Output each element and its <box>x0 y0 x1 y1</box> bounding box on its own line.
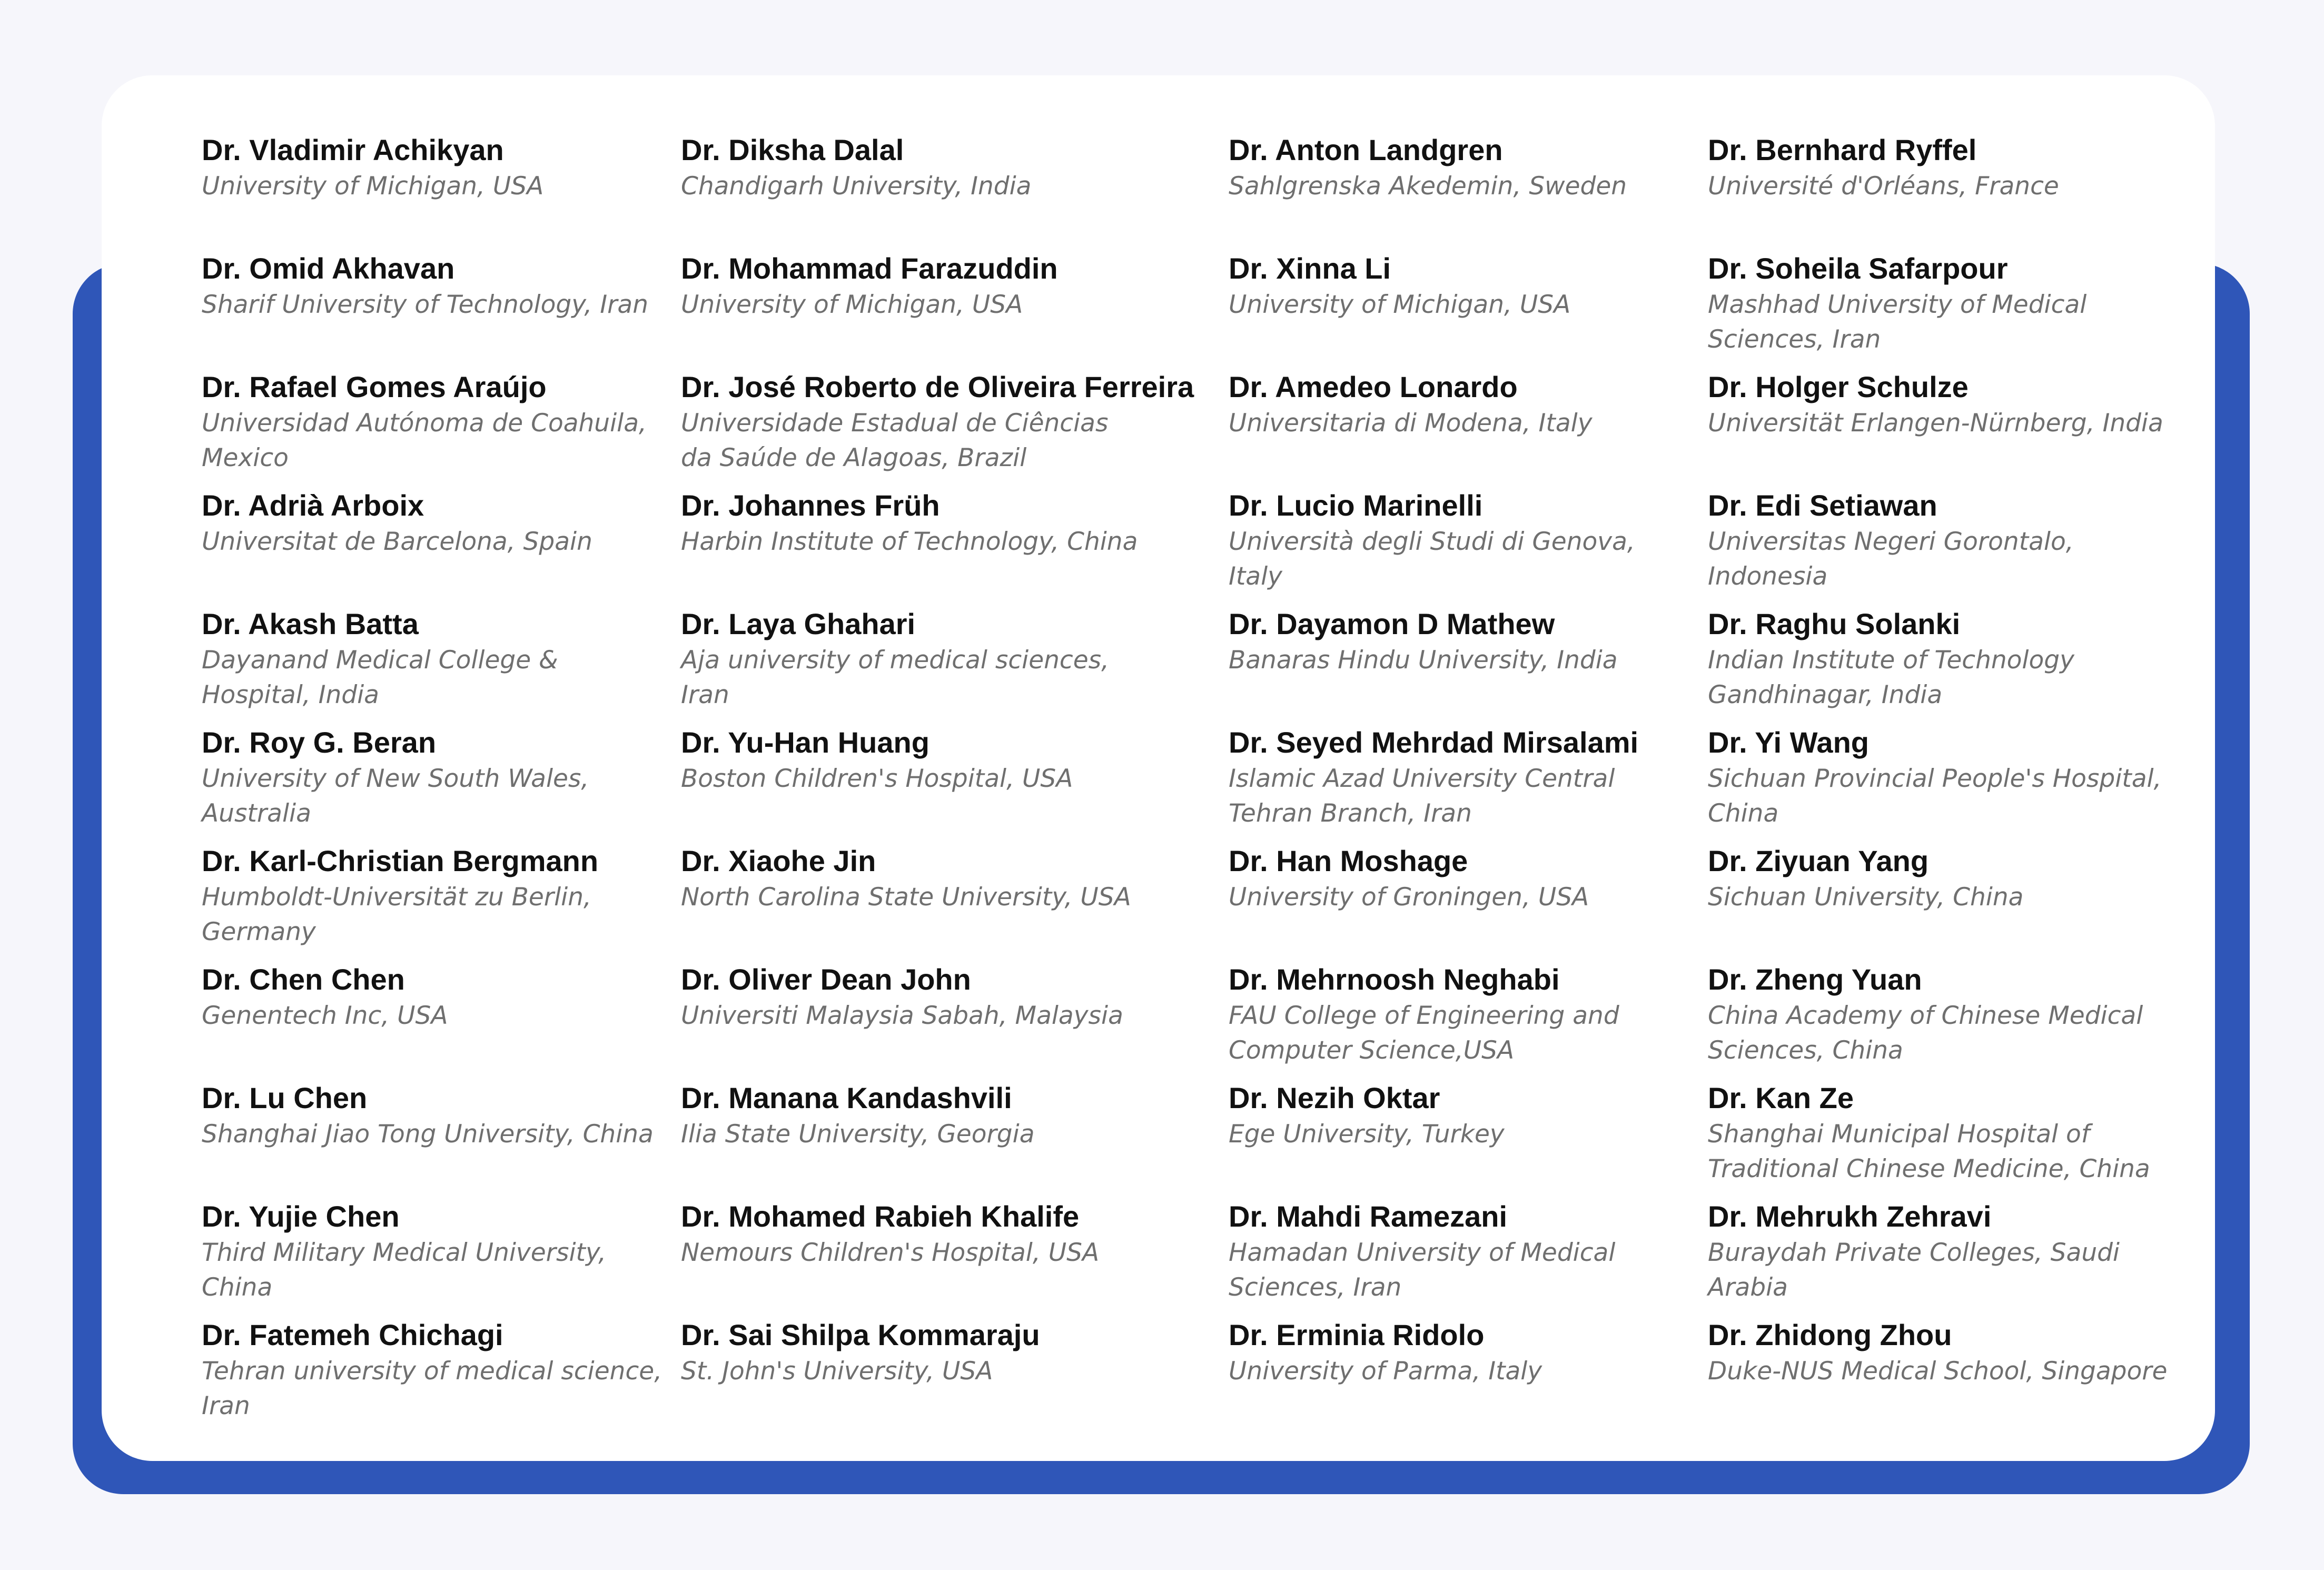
member-affiliation: Università degli Studi di Genova, Italy <box>1229 527 1635 591</box>
member-name: Dr. Mehrukh Zehravi <box>1708 1200 1992 1233</box>
member-affiliation: Universitaria di Modena, Italy <box>1229 409 1593 438</box>
member-name: Dr. Anton Landgren <box>1229 133 1503 166</box>
board-member-entry <box>1229 369 1692 441</box>
board-member-entry <box>202 725 665 831</box>
member-affiliation: Ilia State University, Georgia <box>681 1120 1035 1149</box>
board-member-entry <box>202 962 665 1033</box>
board-member-entry <box>681 488 1144 559</box>
member-name: Dr. Oliver Dean John <box>681 963 971 996</box>
member-affiliation: Dayanand Medical College & Hospital, India <box>202 646 558 709</box>
board-member-entry <box>1708 843 2171 915</box>
member-affiliation: Indian Institute of Technology Gandhinagar, India <box>1708 646 2074 709</box>
member-affiliation: Universitas Negeri Gorontalo, Indonesia <box>1708 527 2074 591</box>
member-name: Dr. Kan Ze <box>1708 1081 1854 1114</box>
board-member-entry <box>681 725 1144 796</box>
board-member-entry <box>1229 1317 1692 1389</box>
member-name: Dr. Rafael Gomes Araújo <box>202 370 547 403</box>
member-affiliation: University of New South Wales, Australia <box>202 764 589 828</box>
member-affiliation: Universiti Malaysia Sabah, Malaysia <box>681 1001 1123 1030</box>
member-name: Dr. Lu Chen <box>202 1081 368 1114</box>
member-name: Dr. Laya Ghahari <box>681 607 916 640</box>
board-member-entry <box>1708 962 2171 1068</box>
member-name: Dr. Zhidong Zhou <box>1708 1318 1952 1351</box>
member-affiliation: Humboldt-Universität zu Berlin, Germany <box>202 883 591 946</box>
member-affiliation: St. John's University, USA <box>681 1357 993 1386</box>
member-affiliation: Nemours Children's Hospital, USA <box>681 1238 1100 1267</box>
member-affiliation: Boston Children's Hospital, USA <box>681 764 1073 793</box>
board-member-entry <box>1229 606 1692 678</box>
member-affiliation: Sharif University of Technology, Iran <box>202 290 649 319</box>
board-member-entry <box>1708 1199 2171 1305</box>
member-name: Dr. Yu-Han Huang <box>681 726 929 759</box>
board-member-entry <box>1708 1317 2171 1389</box>
member-affiliation: Mashhad University of Medical Sciences, Iran <box>1708 290 2087 354</box>
member-affiliation: Chandigarh University, India <box>681 172 1032 201</box>
member-affiliation: University of Groningen, USA <box>1229 883 1589 912</box>
board-member-entry <box>202 251 665 322</box>
member-affiliation: FAU College of Engineering and Computer Science,USA <box>1229 1001 1619 1065</box>
member-name: Dr. Han Moshage <box>1229 844 1468 877</box>
member-affiliation: Banaras Hindu University, India <box>1229 646 1618 675</box>
member-affiliation: University of Michigan, USA <box>1229 290 1571 319</box>
member-name: Dr. Soheila Safarpour <box>1708 252 2008 285</box>
member-name: Dr. Amedeo Lonardo <box>1229 370 1518 403</box>
member-name: Dr. Vladimir Achikyan <box>202 133 504 166</box>
member-name: Dr. Roy G. Beran <box>202 726 437 759</box>
member-name: Dr. Bernhard Ryffel <box>1708 133 1977 166</box>
board-member-entry <box>1708 1080 2171 1187</box>
member-name: Dr. Manana Kandashvili <box>681 1081 1012 1114</box>
member-name: Dr. Mehrnoosh Neghabi <box>1229 963 1560 996</box>
board-member-entry <box>202 606 665 713</box>
member-name: Dr. Diksha Dalal <box>681 133 904 166</box>
member-name: Dr. Adrià Arboix <box>202 489 424 522</box>
member-affiliation: Hamadan University of Medical Sciences, Iran <box>1229 1238 1616 1302</box>
board-member-entry <box>1229 962 1692 1068</box>
member-affiliation: Sichuan Provincial People's Hospital, China <box>1708 764 2162 828</box>
member-name: Dr. Holger Schulze <box>1708 370 1969 403</box>
board-member-entry <box>681 1080 1144 1152</box>
board-member-entry <box>1708 606 2171 713</box>
board-member-entry <box>1708 725 2171 831</box>
board-member-entry <box>1708 251 2171 357</box>
member-name: Dr. Dayamon D Mathew <box>1229 607 1555 640</box>
board-member-entry <box>1229 1080 1692 1152</box>
board-member-entry <box>681 369 1194 476</box>
member-name: Dr. Karl-Christian Bergmann <box>202 844 599 877</box>
member-name: Dr. Lucio Marinelli <box>1229 489 1483 522</box>
member-name: Dr. Mohammad Farazuddin <box>681 252 1058 285</box>
board-member-entry <box>1229 251 1692 322</box>
board-member-entry <box>202 369 665 476</box>
board-member-entry <box>1708 369 2171 441</box>
member-affiliation: University of Michigan, USA <box>681 290 1023 319</box>
member-name: Dr. Raghu Solanki <box>1708 607 1961 640</box>
member-affiliation: North Carolina State University, USA <box>681 883 1131 912</box>
board-member-entry <box>681 606 1144 713</box>
member-affiliation: University of Michigan, USA <box>202 172 544 201</box>
member-affiliation: Duke-NUS Medical School, Singapore <box>1708 1357 2168 1386</box>
member-affiliation: Harbin Institute of Technology, China <box>681 527 1138 556</box>
member-name: Dr. Erminia Ridolo <box>1229 1318 1485 1351</box>
member-affiliation: Sichuan University, China <box>1708 883 2024 912</box>
member-name: Dr. Mahdi Ramezani <box>1229 1200 1508 1233</box>
member-name: Dr. Yujie Chen <box>202 1200 400 1233</box>
member-affiliation: Buraydah Private Colleges, Saudi Arabia <box>1708 1238 2120 1302</box>
member-name: Dr. Sai Shilpa Kommaraju <box>681 1318 1040 1351</box>
member-name: Dr. Xinna Li <box>1229 252 1391 285</box>
board-member-entry <box>1708 132 2171 204</box>
member-name: Dr. Akash Batta <box>202 607 419 640</box>
member-name: Dr. Johannes Früh <box>681 489 940 522</box>
member-name: Dr. Nezih Oktar <box>1229 1081 1440 1114</box>
member-name: Dr. Mohamed Rabieh Khalife <box>681 1200 1080 1233</box>
board-member-entry <box>1229 132 1692 204</box>
member-name: Dr. Yi Wang <box>1708 726 1869 759</box>
member-affiliation: Tehran university of medical science, Iran <box>202 1357 662 1420</box>
member-affiliation: Aja university of medical sciences, Iran <box>681 646 1110 709</box>
member-name: Dr. Chen Chen <box>202 963 405 996</box>
member-name: Dr. Edi Setiawan <box>1708 489 1937 522</box>
member-affiliation: China Academy of Chinese Medical Sciences, China <box>1708 1001 2143 1065</box>
member-affiliation: Shanghai Municipal Hospital of Traditional Chinese Medicine, China <box>1708 1120 2150 1183</box>
member-name: Dr. Zheng Yuan <box>1708 963 1922 996</box>
board-member-entry <box>681 962 1144 1033</box>
board-member-entry <box>202 1080 665 1152</box>
board-member-entry <box>1229 725 1692 831</box>
editorial-board-card <box>102 75 2215 1461</box>
member-name: Dr. Ziyuan Yang <box>1708 844 1929 877</box>
board-member-entry <box>681 1317 1144 1389</box>
member-name: Dr. Xiaohe Jin <box>681 844 876 877</box>
member-name: Dr. Fatemeh Chichagi <box>202 1318 503 1351</box>
board-member-entry <box>1229 843 1692 915</box>
board-member-entry <box>681 843 1144 915</box>
board-member-entry <box>202 488 665 559</box>
board-member-entry <box>202 132 665 204</box>
board-member-entry <box>1229 1199 1692 1305</box>
member-affiliation: Universitat de Barcelona, Spain <box>202 527 592 556</box>
member-affiliation: Sahlgrenska Akedemin, Sweden <box>1229 172 1627 201</box>
member-affiliation: Ege University, Turkey <box>1229 1120 1505 1149</box>
member-name: Dr. Seyed Mehrdad Mirsalami <box>1229 726 1639 759</box>
member-affiliation: Islamic Azad University Central Tehran Branch, Iran <box>1229 764 1615 828</box>
member-affiliation: Universidade Estadual de Ciências da Saúde de Alagoas, Brazil <box>681 409 1109 472</box>
member-affiliation: Shanghai Jiao Tong University, China <box>202 1120 654 1149</box>
board-member-entry <box>1229 488 1692 594</box>
board-member-entry <box>681 251 1144 322</box>
board-member-entry <box>202 843 665 950</box>
member-affiliation: Third Military Medical University, China <box>202 1238 607 1302</box>
board-member-entry <box>681 1199 1144 1270</box>
member-name: Dr. Omid Akhavan <box>202 252 455 285</box>
board-member-entry <box>202 1317 665 1424</box>
member-affiliation: Universität Erlangen-Nürnberg, India <box>1708 409 2163 438</box>
member-affiliation: Genentech Inc, USA <box>202 1001 448 1030</box>
board-member-entry <box>681 132 1144 204</box>
member-affiliation: Universidad Autónoma de Coahuila, Mexico <box>202 409 647 472</box>
member-affiliation: University of Parma, Italy <box>1229 1357 1542 1386</box>
board-member-entry <box>1708 488 2171 594</box>
member-name: Dr. José Roberto de Oliveira Ferreira <box>681 370 1194 403</box>
board-member-entry <box>202 1199 665 1305</box>
member-affiliation: Université d'Orléans, France <box>1708 172 2059 201</box>
